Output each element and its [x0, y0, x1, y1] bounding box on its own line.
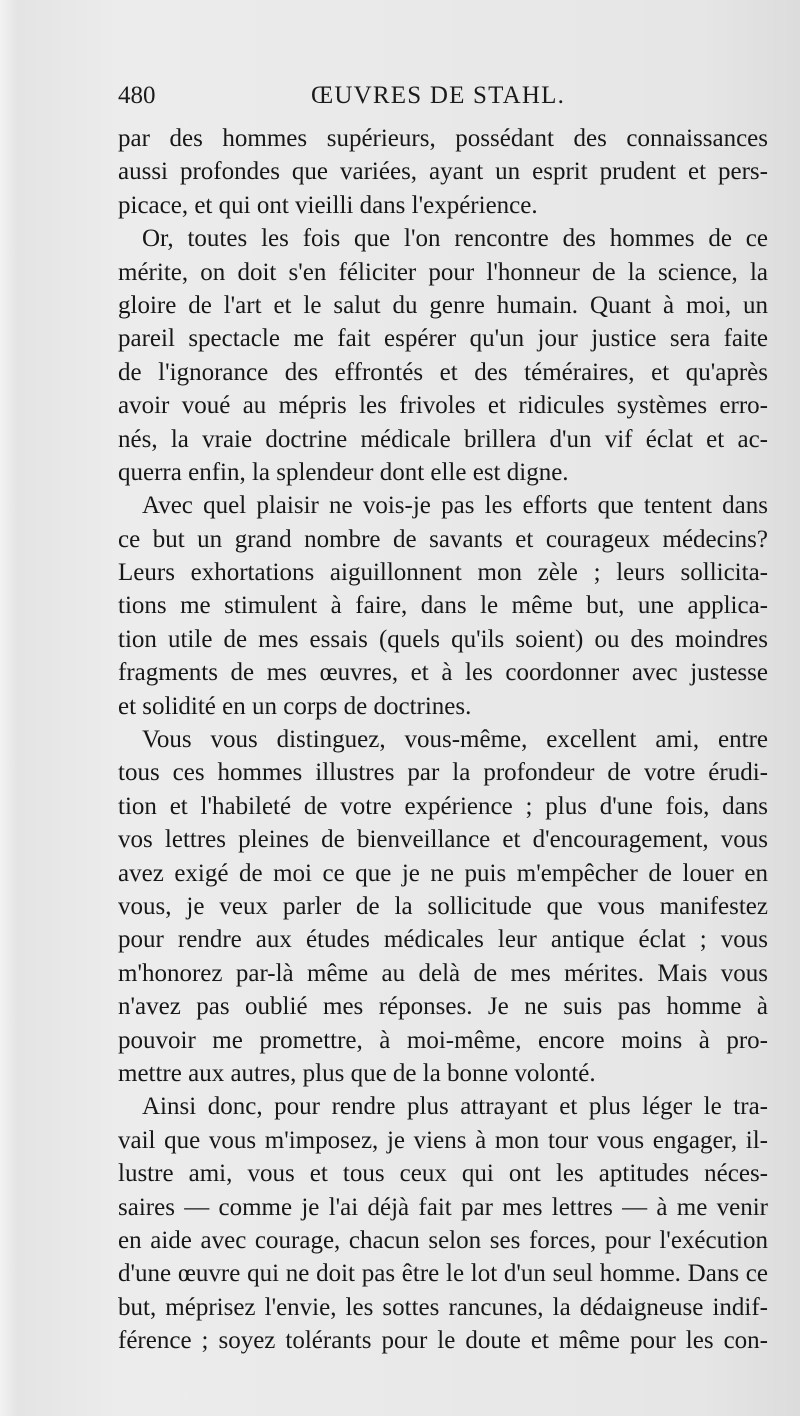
page-number: 480 [118, 82, 156, 109]
text-line: picace, et qui ont vieilli dans l'expérience. [118, 191, 538, 219]
text-line: tions me stimulent à faire, dans le même but, une applica- [118, 592, 768, 620]
text-line: tion et l'habileté de votre expérience ; plus d'une fois, dans [118, 792, 768, 820]
text-line: mettre aux autres, plus que de la bonne volonté. [118, 1059, 596, 1087]
text-line: lustre ami, vous et tous ceux qui ont les aptitudes néces- [118, 1160, 768, 1188]
text-line: pour rendre aux études médicales leur antique éclat ; vous [118, 926, 768, 954]
text-line: Ainsi donc, pour rendre plus attrayant et plus léger le tra- [142, 1093, 768, 1121]
text-line: tion utile de mes essais (quels qu'ils soient) ou des moindres [118, 625, 768, 653]
text-line: Avec quel plaisir ne vois-je pas les efforts que tentent dans [142, 492, 768, 520]
text-line: fragments de mes œuvres, et à les coordonner avec justesse [118, 659, 768, 687]
running-head: ŒUVRES DE STAHL. [311, 82, 566, 109]
text-line: m'honorez par-là même au delà de mes mérites. Mais vous [118, 959, 768, 987]
text-line: querra enfin, la splendeur dont elle est digne. [118, 458, 569, 486]
body-text [118, 122, 768, 1357]
text-line: Vous vous distinguez, vous-même, excellent ami, entre [142, 726, 768, 754]
text-line: Leurs exhortations aiguillonnent mon zèle ; leurs sollicita- [118, 559, 768, 587]
text-line: aussi profondes que variées, ayant un esprit prudent et pers- [118, 158, 768, 186]
text-line: Or, toutes les fois que l'on rencontre des hommes de ce [142, 225, 768, 253]
text-line: vail que vous m'imposez, je viens à mon tour vous engager, il- [118, 1126, 768, 1154]
page-header [118, 82, 758, 122]
text-line: avez exigé de moi ce que je ne puis m'empêcher de louer en [118, 859, 768, 887]
text-line: but, méprisez l'envie, les sottes rancunes, la dédaigneuse indif- [118, 1293, 768, 1321]
text-line: n'avez pas oublié mes réponses. Je ne suis pas homme à [118, 993, 768, 1021]
text-line: ce but un grand nombre de savants et courageux médecins? [118, 525, 768, 553]
text-line: pareil spectacle me fait espérer qu'un jour justice sera faite [118, 325, 768, 353]
text-line: mérite, on doit s'en féliciter pour l'honneur de la science, la [118, 258, 768, 286]
text-line: avoir voué au mépris les frivoles et ridicules systèmes erro- [118, 392, 768, 420]
text-line: et solidité en un corps de doctrines. [118, 692, 472, 720]
text-line: tous ces hommes illustres par la profondeur de votre érudi- [118, 759, 768, 787]
text-line: vos lettres pleines de bienveillance et d'encouragement, vous [118, 826, 768, 854]
text-line: par des hommes supérieurs, possédant des connaissances [118, 125, 768, 152]
text-line: vous, je veux parler de la sollicitude que vous manifestez [118, 892, 768, 920]
text-line: gloire de l'art et le salut du genre humain. Quant à moi, un [118, 291, 768, 319]
text-line: en aide avec courage, chacun selon ses forces, pour l'exécution [118, 1226, 768, 1254]
text-line: pouvoir me promettre, à moi-même, encore moins à pro- [118, 1026, 768, 1054]
text-line: férence ; soyez tolérants pour le doute et même pour les con- [118, 1327, 768, 1355]
text-line: nés, la vraie doctrine médicale brillera d'un vif éclat et ac- [118, 425, 768, 453]
text-line: de l'ignorance des effrontés et des téméraires, et qu'après [118, 358, 768, 386]
text-line: saires — comme je l'ai déjà fait par mes lettres — à me venir [118, 1193, 768, 1221]
text-line: d'une œuvre qui ne doit pas être le lot d'un seul homme. Dans ce [118, 1260, 768, 1288]
